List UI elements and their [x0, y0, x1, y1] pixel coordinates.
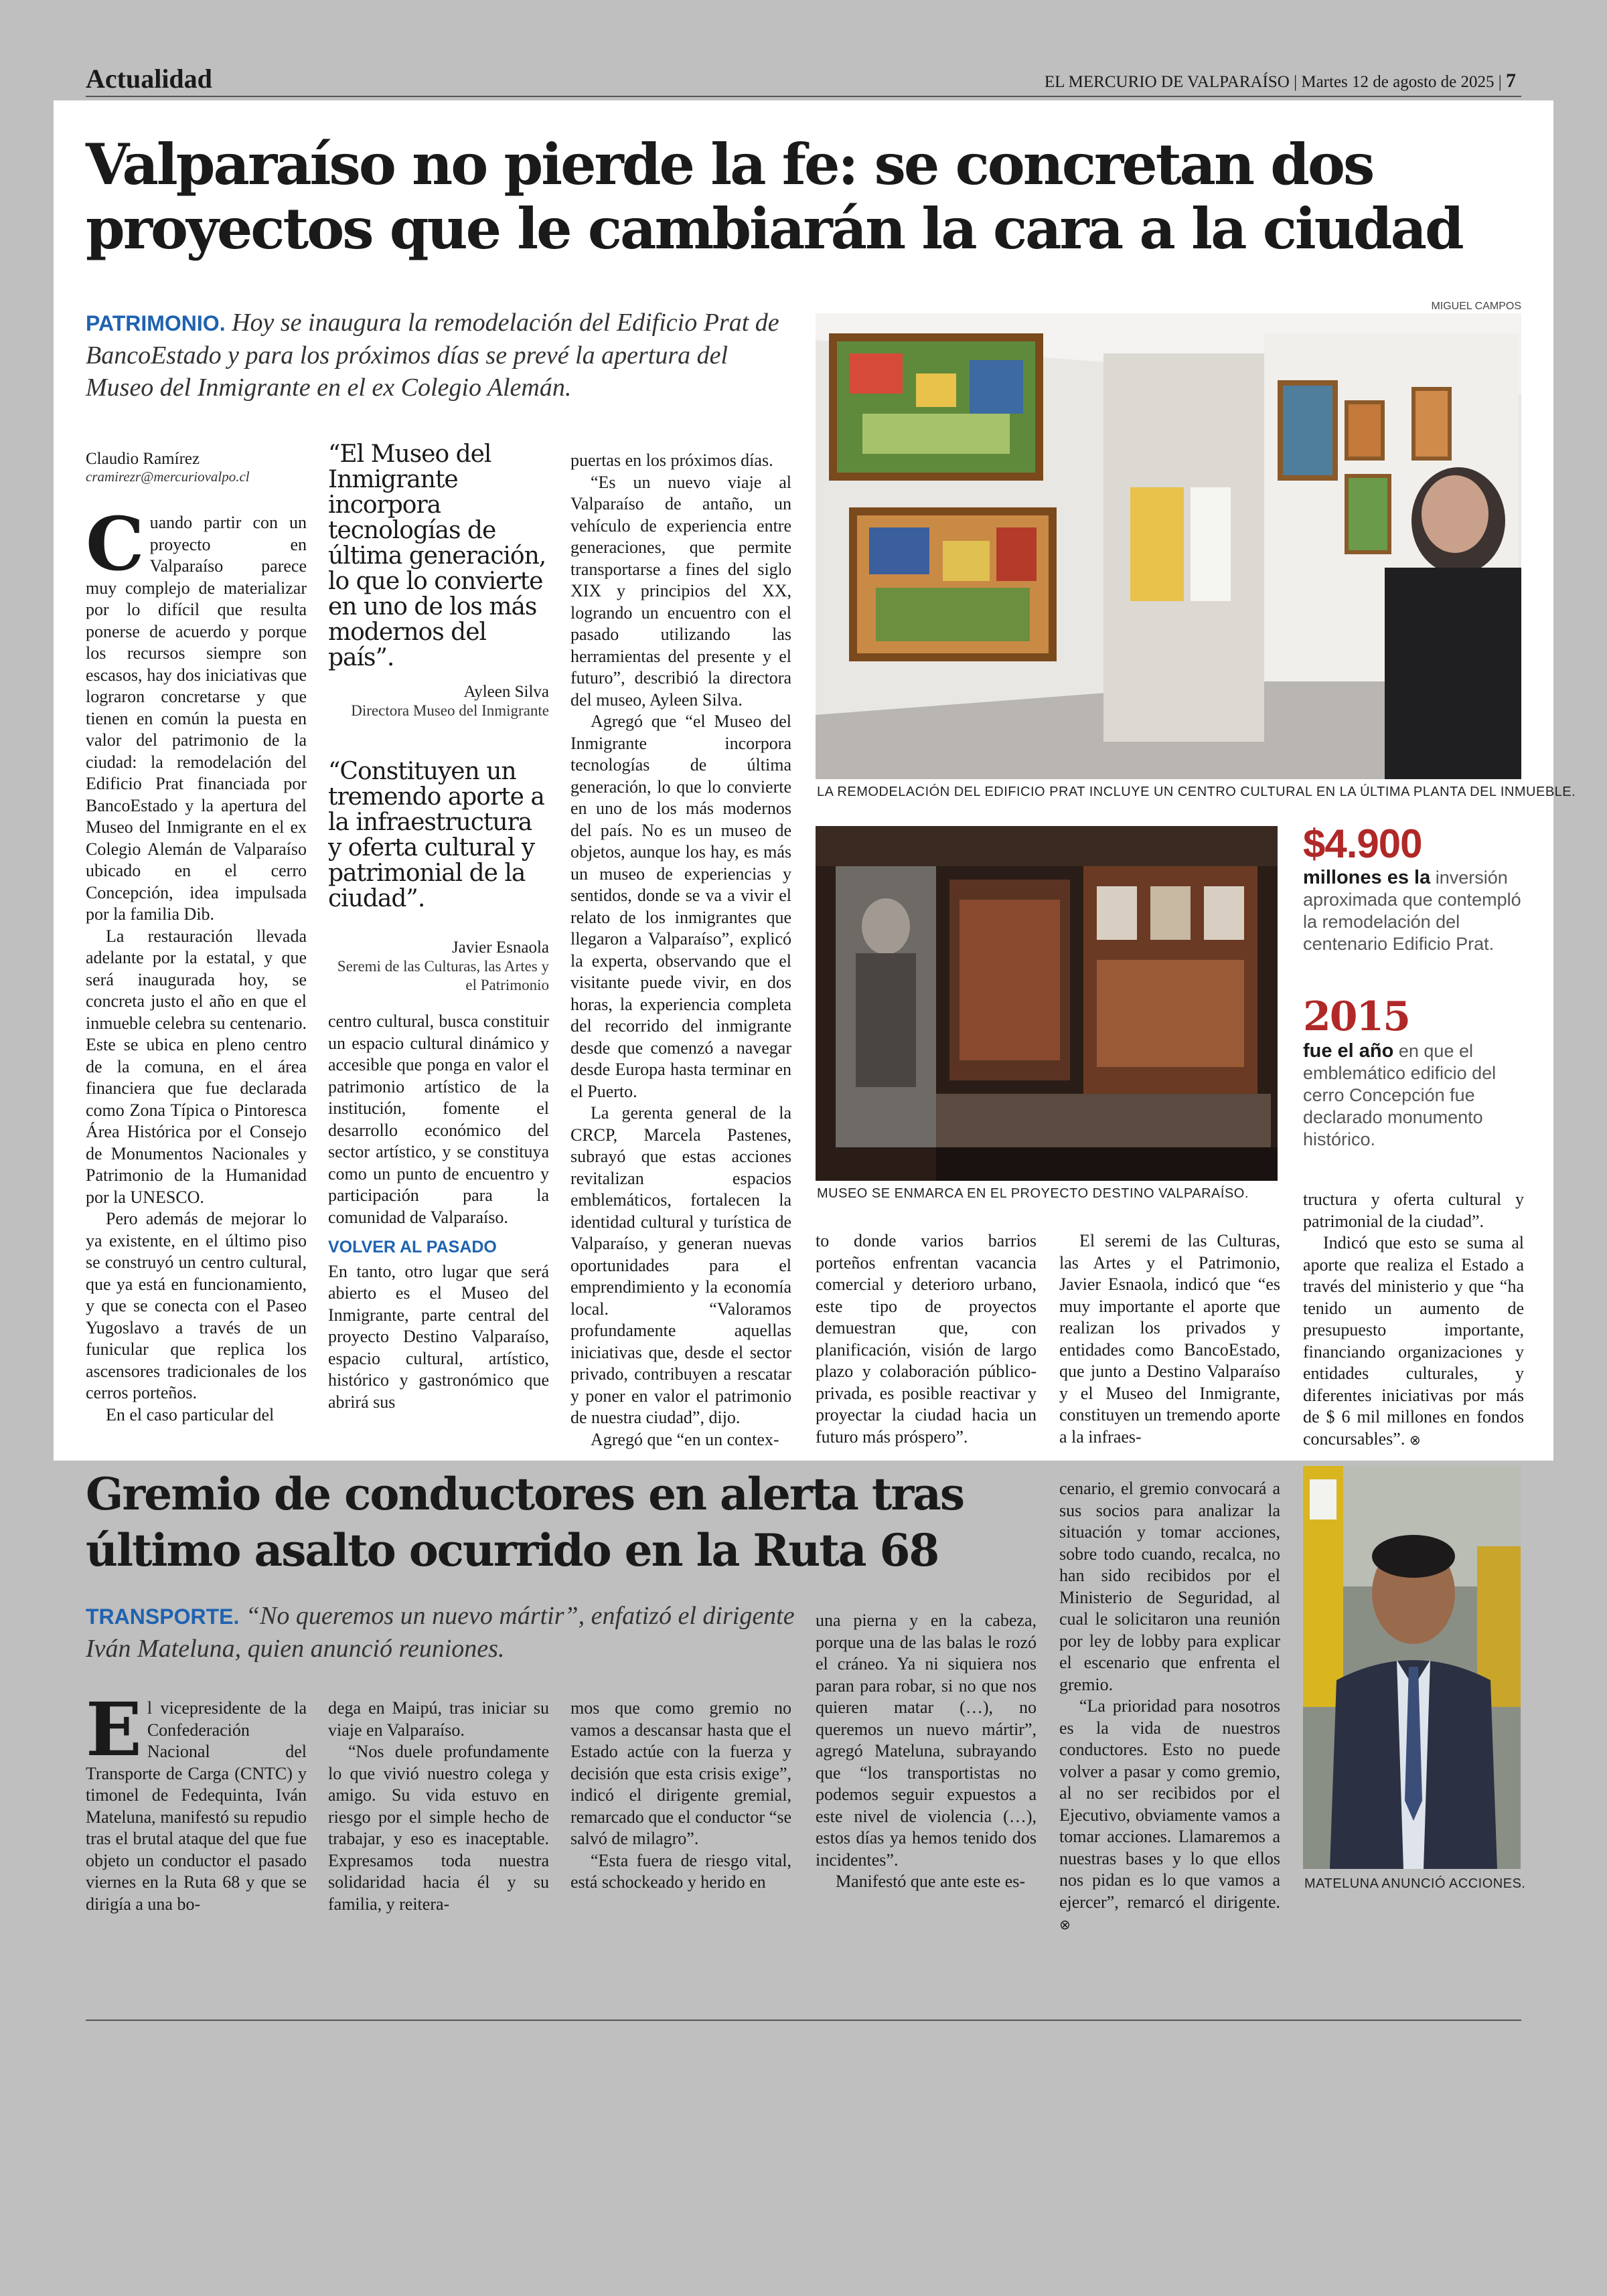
col3-p4: La gerenta general de la CRCP, Marcela Pastenes, subrayó que estas acciones revitalizan espacios emblemáticos, fortalecen la identidad cultural y turística de Valparaíso, y generan nuevas oportunidades para el emprendimiento y la economía local. “Valoramos profundamente aquellas iniciativas que, desde el sector privado, contribuyen a rescatar y poner en valor el patrimonio de nuestra ciudad”, dijo.: [570, 1103, 791, 1427]
a2-col1-p1: l vicepresidente de la Confederación Nacional del Transporte de Carga (CNTC) y timonel de Fedequinta, Iván Mateluna, manifestó su repudio tras el brutal ataque del que fue objeto un conductor el pasado viernes en la Ruta 68 y que se dirigía a una bo-: [86, 1698, 307, 1914]
col2-p1: centro cultural, busca constituir un espacio cultural dinámico y accesible que ponga en valor el patrimonio artístico de la institución, fomente el desarrollo económico del sector artístico, y se constituya como un punto de encuentro y participación para la comunidad de Valparaíso.: [328, 1011, 549, 1227]
fact2-body: en que el emblemático edificio del cerro Concepción fue declarado monumento histórico.: [1303, 1041, 1497, 1149]
col3-p2: “Es un nuevo viaje al Valparaíso de antaño, un vehículo de experiencia entre generaciones, que permite transportarse a fines del siglo XIX y principios del XX, logrando un encuentro con el pasado utilizando las herramientas del presente y el futuro”, describió la directora del museo, Ayleen Silva.: [570, 472, 791, 710]
photo-gallery: [816, 313, 1521, 779]
article2-col5-text: [1059, 1478, 1280, 1936]
article1-col6-text: [1303, 1189, 1524, 1451]
col6-p2: [1303, 1232, 1524, 1451]
photo3-caption: MATELUNA ANUNCIÓ ACCIONES.: [1304, 1876, 1526, 1891]
a2-col5-p2: [1059, 1696, 1280, 1936]
a2-col4-p1: una pierna y en la cabeza, porque una de las balas le rozó el cráneo. Ya ni siquiera nos paran para robar, si no que nos quieren matar (…), no queremos un nuevo mártir”, agregó Mateluna, subrayando que “los transportistas no podemos seguir expuestos a este nivel de violencia (…), estos días ya hemos tenido dos incidentes”.: [816, 1611, 1037, 1870]
section-label: Actualidad: [86, 64, 212, 94]
a2-col3-p1: mos que como gremio no vamos a descansar hasta que el Estado actúe con la fuerza y decisión que esta crisis exige”, indicó el dirigente gremial, remarcado que el conductor “se salvó de milagro”.: [570, 1698, 791, 1848]
quote2: “Constituyen un tremendo aporte a la infraestructura y oferta cultural y patrimonial de la ciudad”.: [328, 758, 544, 912]
article2-headline: Gremio de conductores en alerta tras último asalto ocurrido en la Ruta 68: [86, 1468, 964, 1576]
fact-year: [1303, 993, 1524, 1151]
article1-lead-text: Hoy se inaugura la remodelación del Edificio Prat de BancoEstado y para los próximos días se prevé la apertura del Museo del Inmigrante en el ex Colegio Alemán.: [86, 309, 779, 402]
fact1-text: [1303, 867, 1524, 955]
article1-col2-text: [328, 1011, 549, 1413]
article1-col1: [86, 450, 307, 1426]
page-number: 7: [1506, 70, 1516, 92]
article1-kicker: PATRIMONIO.: [86, 311, 226, 335]
article2-col1-text: [86, 1686, 307, 1915]
article1-headline: Valparaíso no pierde la fe: se concretan dos proyectos que le cambiarán la cara a la ciudad: [86, 131, 1462, 262]
a2-col3-p2: “Esta fuera de riesgo vital, está schockeado y herido en: [570, 1850, 791, 1892]
subhead-volver: VOLVER AL PASADO: [328, 1238, 497, 1256]
a2-col5-p2-text: “La prioridad para nosotros es la vida de nuestros conductores. Esto no puede volver a pasar y como gremio, al no ser recibidos por el Ejecutivo, obviamente vamos a tomar acciones. Llamaremos a nuestras bases y lo que ellos nos pidan es lo que vamos a ejercer”, remarcó el dirigente.: [1059, 1696, 1280, 1912]
fact1-body: inversión aproximada que contempló la remodelación del centenario Edificio Prat.: [1303, 868, 1521, 954]
a2-col2-p2: “Nos duele profundamente lo que vivió nuestro colega y amigo. Su vida estuvo en riesgo por el simple hecho de trabajar, y eso es inaceptable. Expresamos toda nuestra solidaridad hacia él y su familia, y reitera-: [328, 1742, 549, 1914]
photo1-credit: MIGUEL CAMPOS: [1431, 301, 1521, 312]
masthead: [1045, 70, 1516, 92]
dropcap-2: E: [86, 1686, 142, 1773]
fact-investment: [1303, 821, 1524, 955]
end-mark-icon: ⊗: [1409, 1431, 1421, 1448]
author-email: cramirezr@mercuriovalpo.cl: [86, 469, 250, 485]
article1-col1-text: [86, 501, 307, 1426]
photo1-caption: LA REMODELACIÓN DEL EDIFICIO PRAT INCLUYE UN CENTRO CULTURAL EN LA ÚLTIMA PLANTA DEL INMUEBLE.: [817, 785, 1576, 799]
article2-col4-text: [816, 1610, 1037, 1893]
article1-col4-text: [816, 1230, 1037, 1448]
col4-p1: to donde varios barrios porteños enfrentan vacancia comercial y deterioro urbano, este tipo de proyectos demuestran que, con planificación, visión de largo plazo y colaboración público-privada, es posible reactivar y proyectar la ciudad hacia un futuro más próspero”.: [816, 1231, 1037, 1447]
article2-kicker: TRANSPORTE.: [86, 1605, 240, 1629]
article1-lead: [86, 307, 795, 404]
masthead-text: EL MERCURIO DE VALPARAÍSO | Martes 12 de agosto de 2025 |: [1044, 73, 1502, 91]
quote2-name: Javier Esnaola: [451, 938, 549, 957]
article2-col3-text: [570, 1698, 791, 1894]
article2-lead: [86, 1600, 795, 1665]
quote1-role: Directora Museo del Inmigrante: [351, 702, 549, 719]
col1-p2: La restauración llevada adelante por la estatal, y que será inaugurada hoy, se concreta justo el año en que el inmueble celebra su centenario. Este se ubica en pleno centro de la comuna, en el área financiera que fue declarada como Zona Típica o Pintoresca Área Histórica por el Consejo de Monumentos Nacionales y Patrimonio de la Humanidad por la UNESCO.: [86, 926, 307, 1207]
fact2-bold: fue el año: [1303, 1040, 1394, 1062]
a2-col2-p1: dega en Maipú, tras iniciar su viaje en Valparaíso.: [328, 1698, 549, 1740]
photo-mateluna: [1303, 1466, 1521, 1869]
col2-p2: En tanto, otro lugar que será abierto es el Museo del Inmigrante, parte central del proyecto Destino Valparaíso, espacio cultural, artístico, histórico y gastronómico que abrirá sus: [328, 1261, 549, 1412]
fact1-number: $4.900: [1303, 821, 1422, 866]
article1-quotes: [328, 442, 549, 995]
article1-col5-text: [1059, 1230, 1280, 1448]
col5-p1: El seremi de las Culturas, las Artes y el Patrimonio, Javier Esnaola, indicó que “es muy importante el aporte que realizan los privados y entidades como BancoEstado, que junto a Destino Valparaíso y el Museo del Inmigrante, constituyen un tremendo aporte a la infraes-: [1059, 1231, 1280, 1447]
photo2-caption: MUSEO SE ENMARCA EN EL PROYECTO DESTINO VALPARAÍSO.: [817, 1186, 1249, 1201]
col3-p1: puertas en los próximos días.: [570, 450, 773, 470]
quote2-role: Seremi de las Culturas, las Artes y el Patrimonio: [337, 958, 549, 993]
article1-col3-text: [570, 450, 791, 1451]
a2-col4-p2: Manifestó que ante este es-: [836, 1872, 1026, 1891]
a2-col5-p1: cenario, el gremio convocará a sus socios para analizar la situación y tomar acciones, sobre todo cuando, recalca, no han sido recibidos por el Ministerio de Seguridad, al cual le solicitaron una reunión por ley de lobby para explicar el escenario que enfrenta el gremio.: [1059, 1479, 1280, 1694]
col3-p5: Agregó que “en un contex-: [591, 1429, 779, 1449]
header-rule: [86, 96, 1521, 97]
dropcap: C: [86, 501, 145, 587]
fact2-number: 2015: [1303, 993, 1409, 1040]
article2-col2-text: [328, 1698, 549, 1915]
col3-p3: Agregó que “el Museo del Inmigrante incorpora tecnologías de última generación, lo que lo convierte en uno de los más modernos del país. No es un museo de objetos, aunque los hay, es más un museo de experiencias y sentidos, donde se va a vivir el relato de los inmigrantes que llegaron a Valparaíso”, explicó la experta, observando que el visitante puede vivir, en dos horas, la experiencia completa del recorrido del inmigrante desde que comenzó a navegar desde Europa hasta terminar en el Puerto.: [570, 712, 791, 1101]
museum-illustration: [816, 826, 1278, 1181]
end-mark-2-icon: ⊗: [1059, 1916, 1071, 1933]
mateluna-illustration: [1303, 1466, 1521, 1869]
col6-p1: tructura y oferta cultural y patrimonial de la ciudad”.: [1303, 1190, 1524, 1231]
photo-museum: [816, 826, 1278, 1181]
col1-p4: En el caso particular del: [106, 1404, 275, 1424]
fact1-bold: millones es la: [1303, 867, 1431, 888]
article2-lead-text: “No queremos un nuevo mártir”, enfatizó el dirigente Iván Mateluna, quien anunció reuniones.: [86, 1602, 795, 1663]
fact2-text: [1303, 1040, 1524, 1151]
gallery-illustration: [816, 313, 1521, 779]
col6-p2-text: Indicó que esto se suma al aporte que realiza el Estado a través del ministerio y que “ha tenido un aumento de presupuesto importante, financiando organizaciones y entidades culturales, y diferentes iniciativas por más de $ 6 mil millones en fondos concursables”.: [1303, 1233, 1524, 1449]
col1-p1: uando partir con un proyecto en Valparaíso parece muy complejo de materializar por lo difícil que resulta ponerse de acuerdo y porque los recursos siempre son escasos, hay dos iniciativas que lograron concretarse y que tienen en común la puesta en valor del patrimonio de la ciudad: la remodelación del Edificio Prat financiada por BancoEstado y la apertura del Museo del Inmigrante en el ex Colegio Alemán de Valparaíso ubicado en el cerro Concepción, idea impulsada por la familia Dib.: [86, 513, 307, 924]
quote1: “El Museo del Inmigrante incorpora tecnologías de última generación, lo que lo convierte en uno de los más modernos del país”.: [328, 440, 546, 671]
bottom-rule: [86, 2020, 1521, 2021]
author-name: Claudio Ramírez: [86, 450, 200, 468]
quote1-name: Ayleen Silva: [463, 683, 549, 701]
col1-p3: Pero además de mejorar lo ya existente, en el último piso se construyó un centro cultural, que ya está en funcionamiento, y que se conecta con el Paseo Yugoslavo a través de un funicular que replica los ascensores tradicionales de los cerros porteños.: [86, 1209, 307, 1402]
